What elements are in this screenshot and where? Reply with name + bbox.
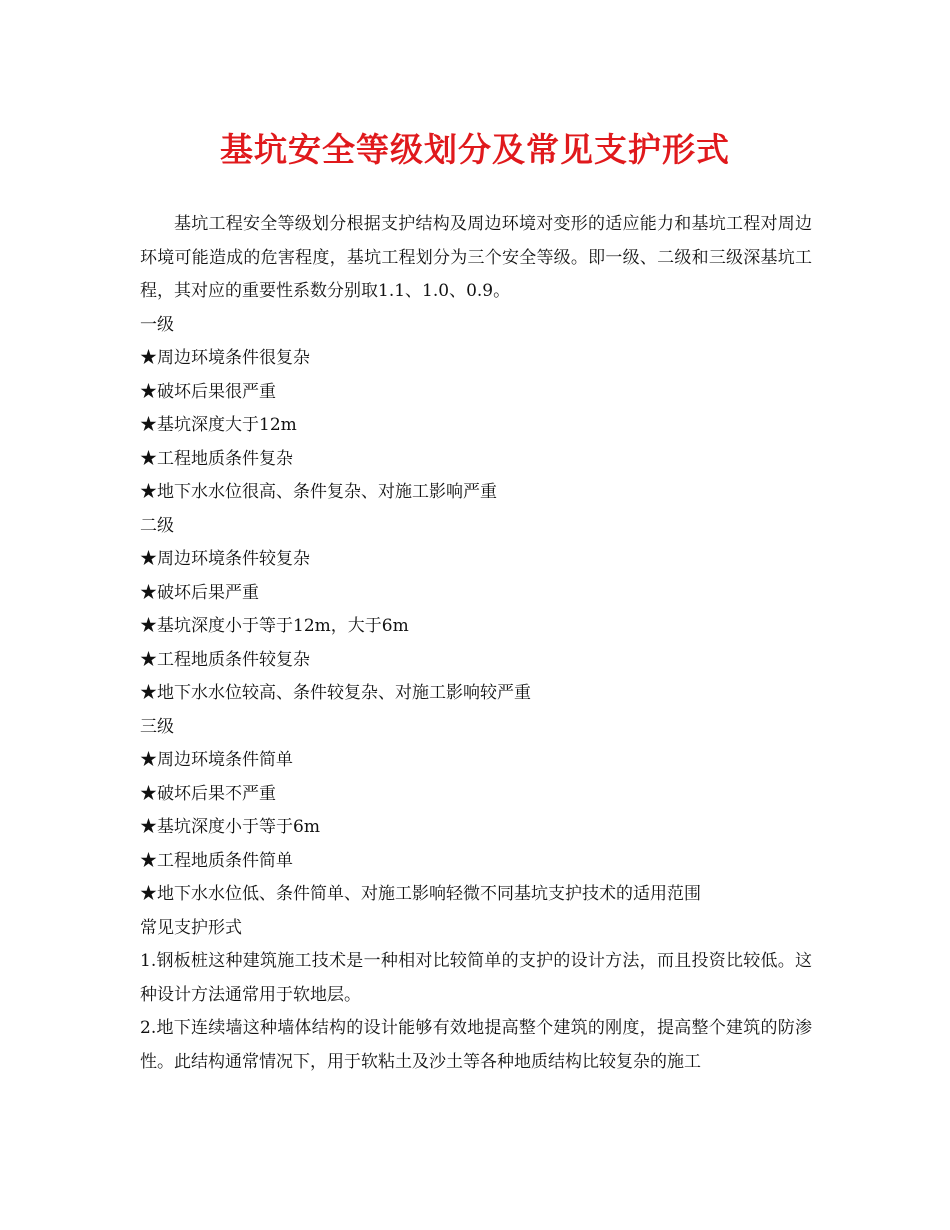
level-heading: 三级 xyxy=(140,716,174,737)
list-item: ★周边环境条件较复杂 xyxy=(140,549,310,569)
list-item: ★周边环境条件简单 xyxy=(140,750,293,770)
list-item: ★地下水水位很高、条件复杂、对施工影响严重 xyxy=(140,482,497,502)
intro-paragraph: 基坑工程安全等级划分根据支护结构及周边环境对变形的适应能力和基坑工程对周边环境可能造成的危害程度，基坑工程划分为三个安全等级。即一级、二级和三级深基坑工程，其对应的重要性系数分别取1.1、1.0、0.9。 xyxy=(140,214,812,301)
list-item: ★基坑深度小于等于6m xyxy=(140,817,320,837)
list-item: ★基坑深度小于等于12m，大于6m xyxy=(140,616,409,636)
support-heading: 常见支护形式 xyxy=(140,917,242,938)
list-item: ★破坏后果很严重 xyxy=(140,381,276,402)
list-item: ★破坏后果严重 xyxy=(140,582,259,603)
document-title: 基坑安全等级划分及常见支护形式 xyxy=(220,130,730,169)
support-section xyxy=(140,912,812,1080)
level-section-1 xyxy=(140,309,812,510)
level-heading: 一级 xyxy=(140,314,174,335)
document-body xyxy=(140,208,812,1079)
support-item: 2.地下连续墙这种墙体结构的设计能够有效地提高整个建筑的刚度，提高整个建筑的防渗性。此结构通常情况下，用于软粘土及沙土等各种地质结构比较复杂的施工 xyxy=(140,1018,812,1072)
list-item: ★工程地质条件较复杂 xyxy=(140,649,310,670)
level-section-3 xyxy=(140,711,812,912)
list-item: ★破坏后果不严重 xyxy=(140,783,276,804)
list-item: ★地下水水位较高、条件较复杂、对施工影响较严重 xyxy=(140,683,531,703)
list-item: ★工程地质条件简单 xyxy=(140,850,293,871)
list-item: ★工程地质条件复杂 xyxy=(140,448,293,469)
list-item: ★基坑深度大于12m xyxy=(140,415,297,435)
support-item: 1.钢板桩这种建筑施工技术是一种相对比较简单的支护的设计方法，而且投资比较低。这种设计方法通常用于软地层。 xyxy=(140,951,812,1005)
list-item: ★周边环境条件很复杂 xyxy=(140,348,310,368)
level-section-2 xyxy=(140,510,812,711)
list-item: ★地下水水位低、条件简单、对施工影响轻微不同基坑支护技术的适用范围 xyxy=(140,884,701,904)
level-heading: 二级 xyxy=(140,515,174,536)
